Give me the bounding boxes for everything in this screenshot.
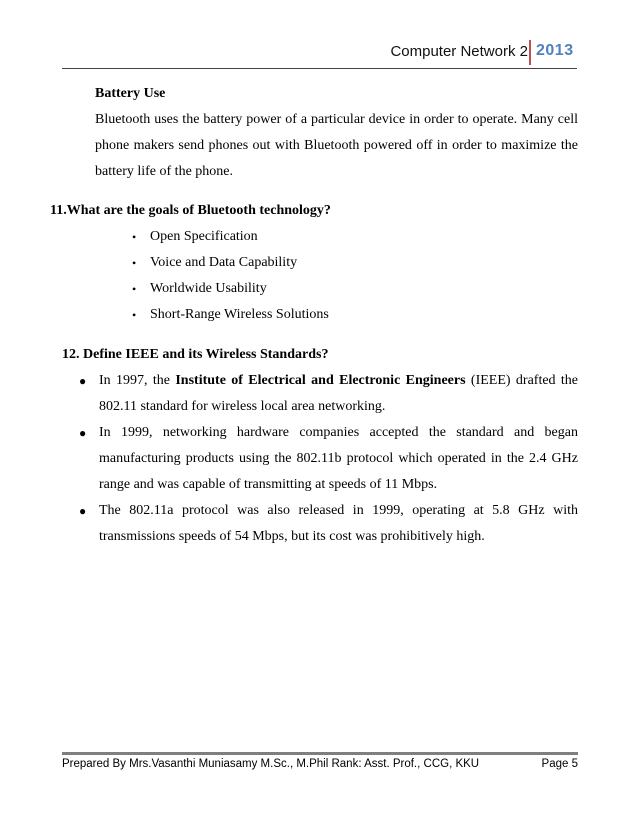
bullet-icon: • bbox=[132, 308, 137, 322]
q12-list bbox=[62, 368, 578, 550]
list-item: • Short-Range Wireless Solutions bbox=[150, 302, 578, 328]
document-body bbox=[50, 81, 579, 550]
footer-rule bbox=[62, 752, 578, 755]
q11-section bbox=[50, 198, 578, 328]
page-header bbox=[0, 38, 638, 68]
q11-heading: 11.What are the goals of Bluetooth technology? bbox=[50, 203, 331, 218]
header-year: 2013 bbox=[536, 42, 574, 59]
header-title: Computer Network 2 bbox=[390, 43, 528, 60]
list-item: ● The 802.11a protocol was also released in 1999, operating at 5.8 GHz with transmissions speeds of 54 Mbps, but its cost was prohibitively high. bbox=[99, 498, 578, 550]
q11-list bbox=[62, 224, 578, 328]
q12-section bbox=[62, 342, 578, 550]
list-item: • Open Specification bbox=[150, 224, 578, 250]
bullet-icon: ● bbox=[79, 426, 87, 440]
list-item: ● In 1999, networking hardware companies accepted the standard and began manufacturing products using the 802.11b protocol which operated in the 2.4 GHz range and was capable of transmitting at speeds of 11 Mbps. bbox=[99, 420, 578, 498]
header-separator bbox=[529, 40, 531, 65]
q12-heading: 12. Define IEEE and its Wireless Standards? bbox=[62, 347, 329, 362]
bullet-icon: ● bbox=[79, 504, 87, 518]
battery-heading: Battery Use bbox=[95, 86, 166, 101]
battery-paragraph: Bluetooth uses the battery power of a particular device in order to operate. Many cell phone makers send phones out with Bluetooth powered off in order to maximize the battery life of the phone. bbox=[95, 112, 578, 179]
battery-section bbox=[62, 81, 578, 185]
bullet-icon: • bbox=[132, 282, 137, 296]
list-item: ● In 1997, the Institute of Electrical and Electronic Engineers (IEEE) drafted the 802.11 standard for wireless local area networking. bbox=[99, 368, 578, 420]
list-item: • Voice and Data Capability bbox=[150, 250, 578, 276]
footer-author: Prepared By Mrs.Vasanthi Muniasamy M.Sc., M.Phil Rank: Asst. Prof., CCG, KKU bbox=[62, 758, 480, 770]
bullet-icon: ● bbox=[79, 374, 87, 388]
bullet-icon: • bbox=[132, 230, 137, 244]
bullet-icon: • bbox=[132, 256, 137, 270]
list-item: • Worldwide Usability bbox=[150, 276, 578, 302]
header-rule bbox=[62, 68, 577, 69]
footer-page-number: Page 5 bbox=[541, 758, 578, 770]
